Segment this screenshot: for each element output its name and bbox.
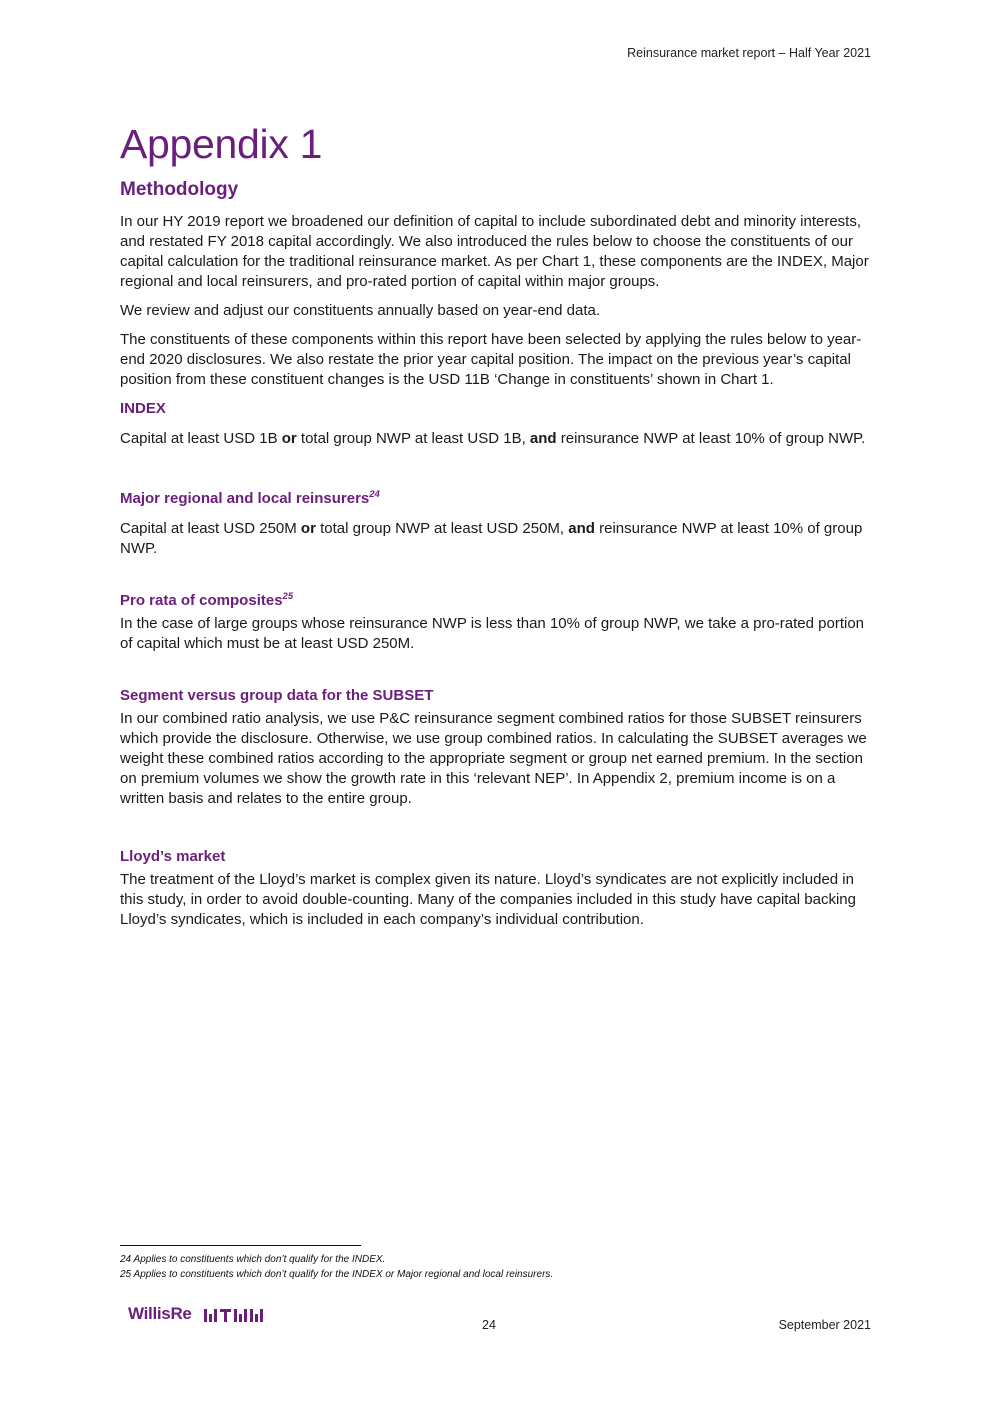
methodology-paragraph-2: We review and adjust our constituents annually based on year-end data. [120,302,601,319]
index-criteria: Capital at least USD 1B or total group NWP at least USD 1B, and reinsurance NWP at least 10% of group NWP. [120,430,866,447]
major-regional-heading: Major regional and local reinsurers$^{24}$ [120,489,380,507]
index-heading: INDEX [120,400,166,417]
footnote-ref-25: 25 [282,591,294,602]
footnote-24: 24 Applies to constituents which don’t qualify for the INDEX. [120,1254,386,1265]
methodology-paragraph-1: In our HY 2019 report we broadened our definition of capital to include subordinated debt and minority interests, and restated FY 2018 capital accordingly. We also introduced the rules below to choose the constituents of our capital calculation for the traditional reinsurance market. As per Chart 1, these components are the INDEX, Major regional and local reinsurers, and pro-rated portion of capital within major groups. [120,213,869,290]
major-regional-criteria: Capital at least USD 250M or total group NWP at least USD 250M, and reinsurance NWP at least 10% of group NWP. [120,520,863,557]
footnotes [120,1252,553,1282]
lloyds-text: The treatment of the Lloyd’s market is complex given its nature. Lloyd’s syndicates are not explicitly included in this study, in order to avoid double-counting. Many of the companies included in this study have capital backing Lloyd’s syndicates, which is included in each company’s individual contribution. [120,871,856,928]
footer-date: September 2021 [778,1318,871,1332]
page-title: Appendix 1 [120,121,323,167]
pro-rata-heading: Pro rata of composites$^{25}$ [120,591,294,609]
page-number: 24 [482,1318,496,1332]
segment-text: In our combined ratio analysis, we use P&C reinsurance segment combined ratios for those SUBSET reinsurers which provide the disclosure. Otherwise, we use group combined ratios. In calculating the SUBSET averages we weight these combined ratios according to the appropriate segment or group net earned premium. In the section on premium volumes we show the growth rate in this ‘relevant NEP’. In Appendix 2, premium income is on a written basis and relates to the entire group. [120,710,867,807]
methodology-paragraph-3: The constituents of these components within this report have been selected by applying the rules below to year-end 2020 disclosures. We also restate the prior year capital position. The impact on the previous year’s capital position from these constituent changes is the USD 11B ‘Change in constituents’ shown in Chart 1. [120,331,862,388]
methodology-heading: Methodology [120,179,239,200]
footnote-divider [120,1245,361,1246]
wtw-logo-icon [204,1306,268,1322]
lloyds-heading: Lloyd’s market [120,848,226,865]
footnote-ref-24: 24 [369,489,380,500]
segment-heading: Segment versus group data for the SUBSET [120,687,434,704]
footnote-25: 25 Applies to constituents which don’t qualify for the INDEX or Major regional and local reinsurers. [120,1269,554,1280]
logo-wordmark: WillisRe [128,1304,192,1323]
page-content [120,118,872,939]
willis-re-logo [128,1304,268,1324]
pro-rata-text: In the case of large groups whose reinsurance NWP is less than 10% of group NWP, we take a pro-rated portion of capital which must be at least USD 250M. [120,615,865,652]
report-header-title: Reinsurance market report – Half Year 2021 [627,46,871,60]
